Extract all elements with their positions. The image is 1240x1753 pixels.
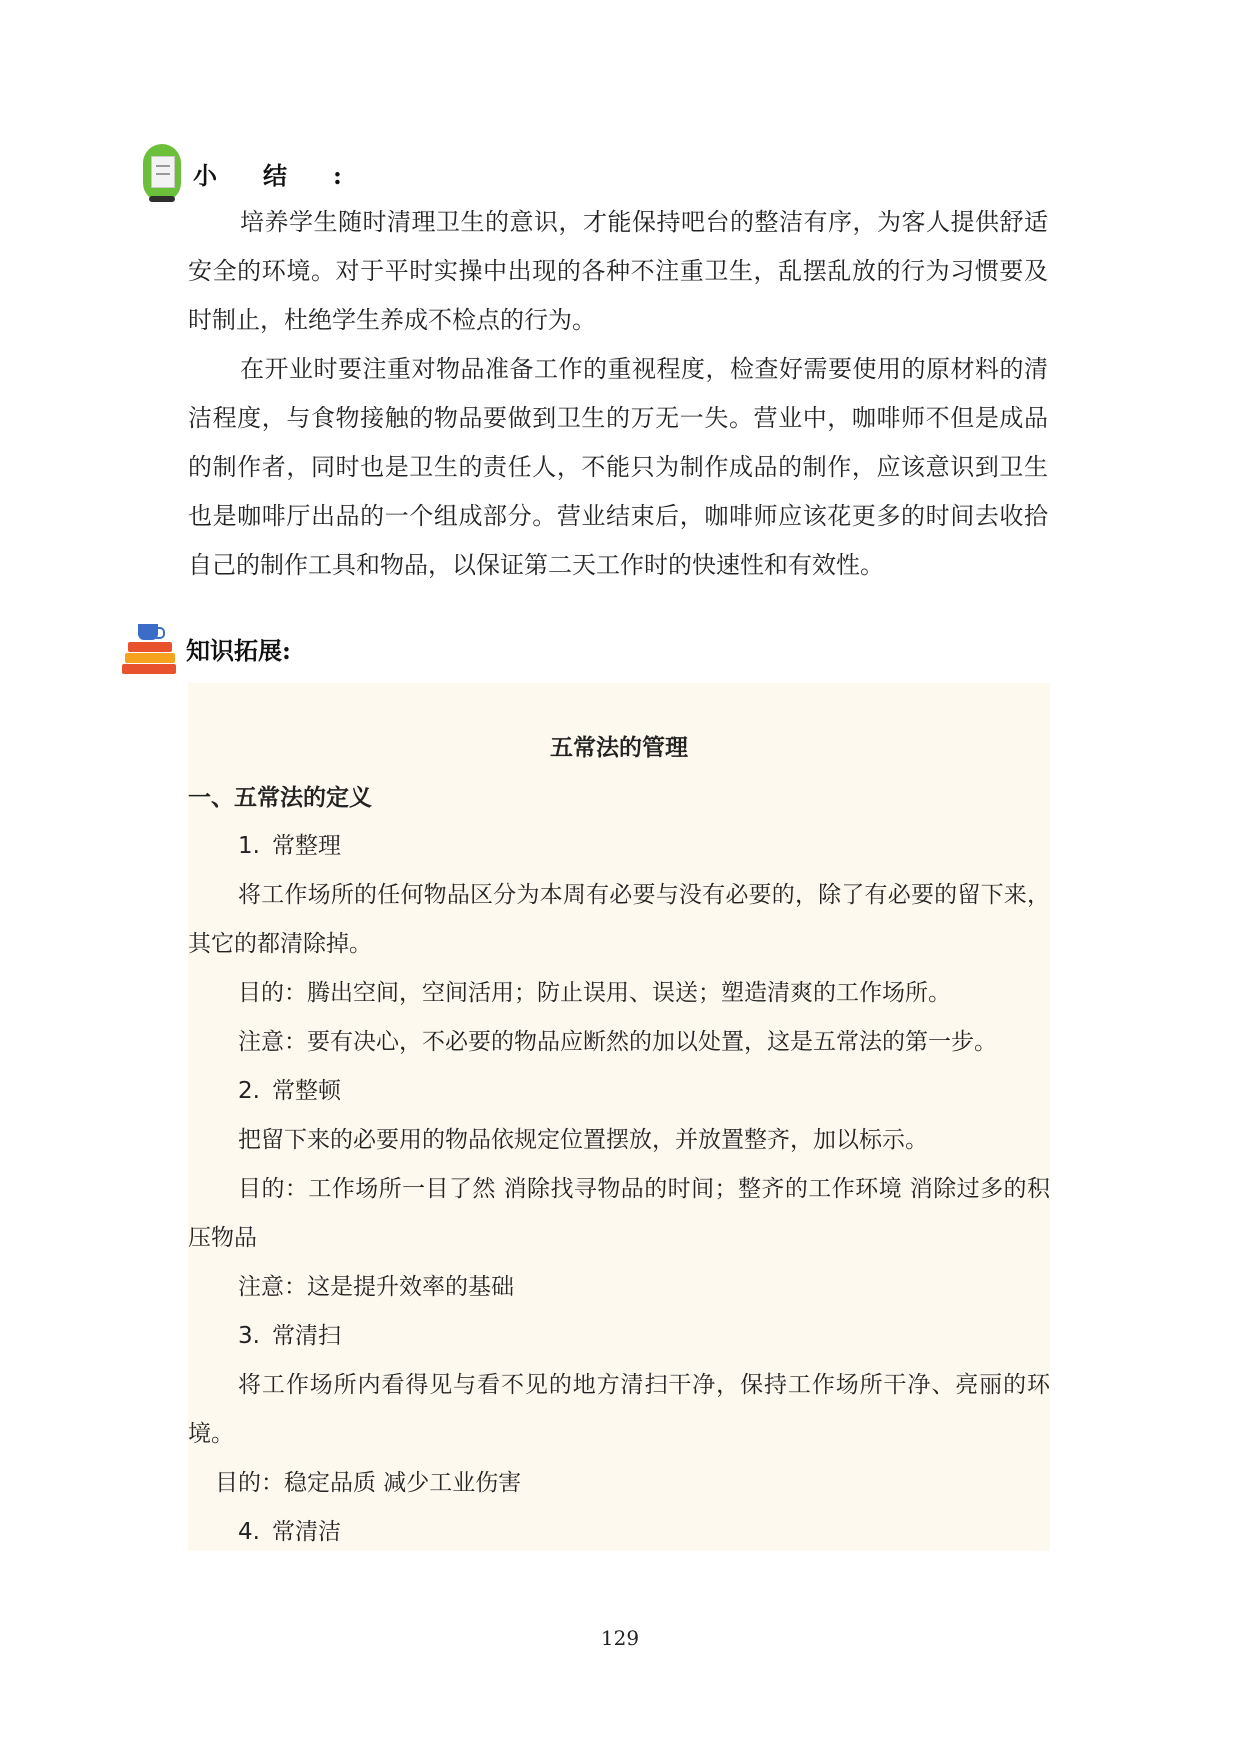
item-3-number: 3. <box>238 1323 260 1349</box>
item-1-description: 将工作场所的任何物品区分为本周有必要与没有必要的，除了有必要的留下来，其它的都清除掉。 <box>188 882 1050 957</box>
item-1-heading <box>238 822 341 871</box>
item-3-description: 将工作场所内看得见与看不见的地方清扫干净，保持工作场所干净、亮丽的环境。 <box>188 1372 1050 1447</box>
summary-paragraph-2: 在开业时要注重对物品准备工作的重视程度，检查好需要使用的原材料的清洁程度，与食物接触的物品要做到卫生的万无一失。营业中，咖啡师不但是成品的制作者，同时也是卫生的责任人，不能只为制作成品的制作，应该意识到卫生也是咖啡厅出品的一个组成部分。营业结束后，咖啡师应该花更多的时间去收拾自己的制作工具和物品，以保证第二天工作时的快速性和有效性。 <box>188 355 1048 579</box>
books-coffee-icon <box>122 620 178 676</box>
section-heading: 一、五常法的定义 <box>188 784 372 811</box>
knowledge-box <box>188 683 1050 1551</box>
item-1-goal: 目的：腾出空间，空间活用；防止误用、误送；塑造清爽的工作场所。 <box>238 980 951 1006</box>
knowledge-title: 五常法的管理 <box>550 735 688 761</box>
book-icon <box>143 144 181 202</box>
item-3-goal: 目的：稳定品质 减少工业伤害 <box>215 1470 522 1496</box>
item-1-label: 常整理 <box>271 833 341 859</box>
item-2-description: 把留下来的必要用的物品依规定位置摆放，并放置整齐，加以标示。 <box>238 1127 928 1153</box>
item-2-note: 注意：这是提升效率的基础 <box>238 1274 514 1300</box>
item-2-number: 2. <box>238 1078 260 1104</box>
item-1-note: 注意：要有决心，不必要的物品应断然的加以处置，这是五常法的第一步。 <box>238 1029 997 1055</box>
item-3-heading <box>238 1312 341 1361</box>
summary-paragraph-1: 培养学生随时清理卫生的意识，才能保持吧台的整洁有序，为客人提供舒适安全的环境。对于平时实操中出现的各种不注重卫生，乱摆乱放的行为习惯要及时制止，杜绝学生养成不检点的行为。 <box>188 208 1048 334</box>
item-3-label: 常清扫 <box>271 1323 341 1349</box>
item-2-heading <box>238 1067 341 1116</box>
item-2-goal: 目的：工作场所一目了然 消除找寻物品的时间；整齐的工作环境 消除过多的积压物品 <box>188 1176 1050 1251</box>
knowledge-heading <box>122 620 291 676</box>
item-4-number: 4. <box>238 1519 260 1545</box>
item-2-label: 常整顿 <box>271 1078 341 1104</box>
item-1-number: 1. <box>238 833 260 859</box>
item-4-heading <box>238 1508 341 1557</box>
summary-heading-text: 小结: <box>193 160 388 190</box>
item-4-label: 常清洁 <box>271 1519 341 1545</box>
page-number: 129 <box>600 1626 640 1650</box>
summary-heading <box>143 144 388 202</box>
knowledge-heading-text: 知识拓展: <box>186 635 291 665</box>
